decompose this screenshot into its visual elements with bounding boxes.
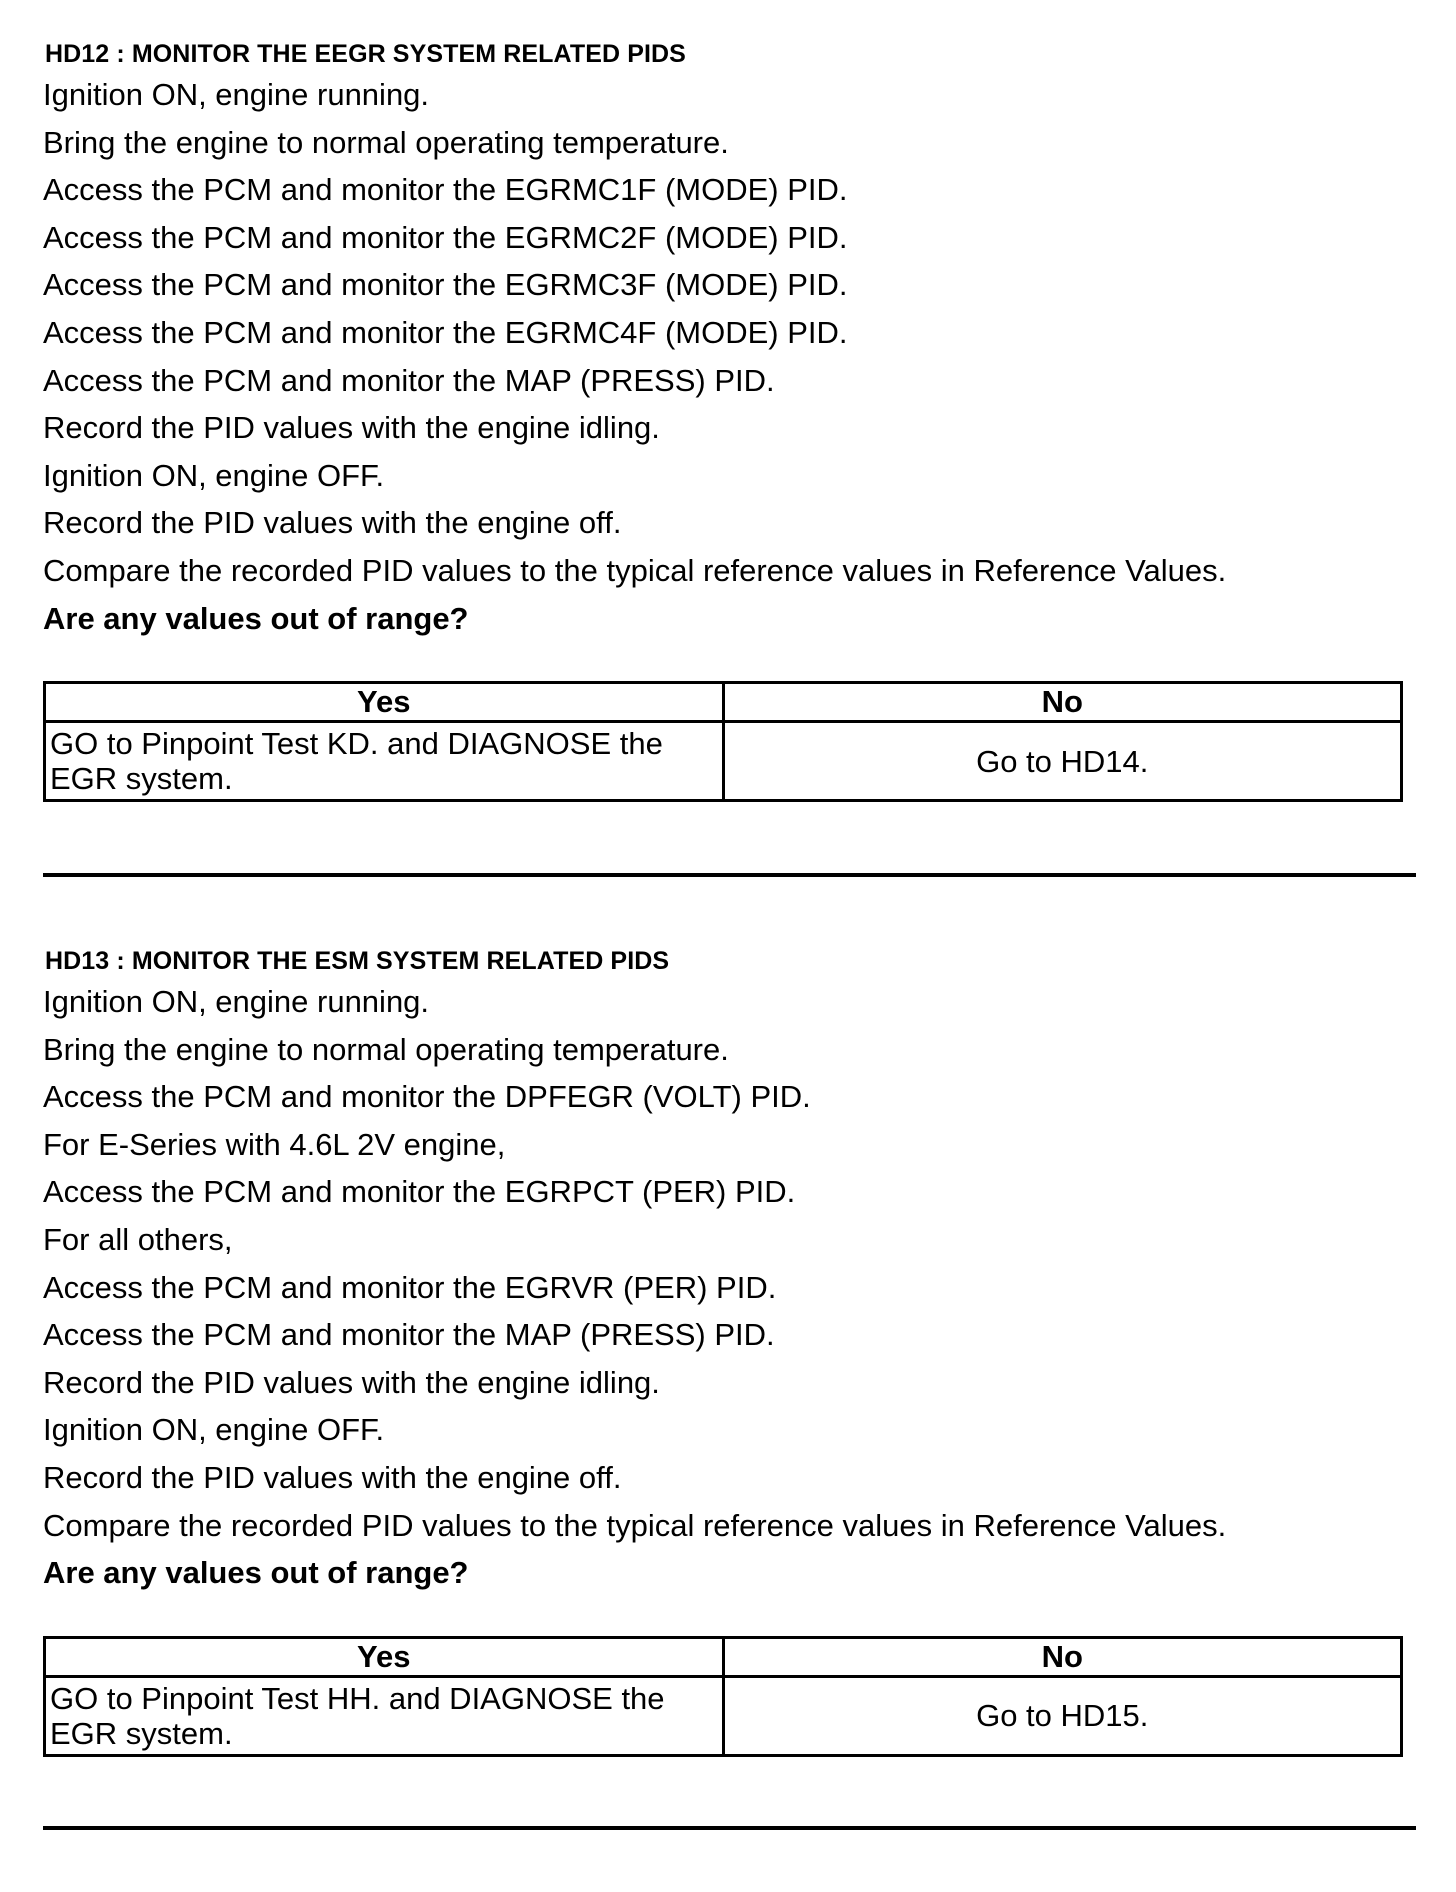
step-item: Record the PID values with the engine off.	[43, 1459, 622, 1495]
yes-header: Yes	[45, 1637, 724, 1676]
step-item: Record the PID values with the engine idling.	[43, 410, 660, 446]
no-cell: Go to HD14.	[723, 722, 1402, 801]
answer-table	[43, 681, 1403, 802]
question: Are any values out of range?	[43, 1555, 469, 1591]
step-item: Compare the recorded PID values to the typical reference values in Reference Values.	[43, 1507, 1227, 1543]
section-heading: HD12 : MONITOR THE EEGR SYSTEM RELATED PIDS	[45, 40, 686, 68]
step-item: Ignition ON, engine OFF.	[43, 1412, 385, 1448]
table-row	[45, 1676, 1402, 1755]
question: Are any values out of range?	[43, 600, 469, 636]
step-item: Bring the engine to normal operating temperature.	[43, 124, 729, 160]
step-item: Access the PCM and monitor the EGRVR (PER) PID.	[43, 1269, 777, 1305]
section-divider	[43, 1826, 1416, 1830]
section-divider	[43, 873, 1416, 877]
step-item: Compare the recorded PID values to the typical reference values in Reference Values.	[43, 552, 1227, 588]
yes-header: Yes	[45, 683, 724, 722]
no-header: No	[723, 1637, 1402, 1676]
table-header-row	[45, 1637, 1402, 1676]
step-item: Access the PCM and monitor the EGRMC1F (MODE) PID.	[43, 172, 848, 208]
step-item: For E-Series with 4.6L 2V engine,	[43, 1126, 506, 1162]
step-item: Bring the engine to normal operating temperature.	[43, 1031, 729, 1067]
step-item: Access the PCM and monitor the EGRMC4F (MODE) PID.	[43, 314, 848, 350]
step-item: Access the PCM and monitor the EGRMC3F (MODE) PID.	[43, 267, 848, 303]
step-item: Access the PCM and monitor the EGRMC2F (MODE) PID.	[43, 219, 848, 255]
step-list	[43, 978, 1415, 1549]
step-item: Access the PCM and monitor the MAP (PRESS) PID.	[43, 362, 775, 398]
step-item: Ignition ON, engine running.	[43, 77, 430, 112]
step-item: Ignition ON, engine OFF.	[43, 457, 385, 493]
section-hd13	[43, 945, 1415, 1757]
table-header-row	[45, 683, 1402, 722]
section-hd12	[43, 38, 1415, 802]
no-cell: Go to HD15.	[723, 1676, 1402, 1755]
step-item: Access the PCM and monitor the DPFEGR (VOLT) PID.	[43, 1079, 811, 1115]
no-header: No	[723, 683, 1402, 722]
step-item: For all others,	[43, 1221, 233, 1257]
yes-cell: GO to Pinpoint Test HH. and DIAGNOSE the EGR system.	[45, 1676, 724, 1755]
table-row	[45, 722, 1402, 801]
step-item: Ignition ON, engine running.	[43, 984, 430, 1019]
step-item: Access the PCM and monitor the EGRPCT (PER) PID.	[43, 1174, 796, 1210]
step-item: Record the PID values with the engine idling.	[43, 1364, 660, 1400]
section-heading: HD13 : MONITOR THE ESM SYSTEM RELATED PIDS	[45, 947, 670, 975]
step-list	[43, 71, 1415, 595]
step-item: Access the PCM and monitor the MAP (PRESS) PID.	[43, 1317, 775, 1353]
yes-cell: GO to Pinpoint Test KD. and DIAGNOSE the EGR system.	[45, 722, 724, 801]
step-item: Record the PID values with the engine off.	[43, 505, 622, 541]
answer-table	[43, 1636, 1403, 1757]
